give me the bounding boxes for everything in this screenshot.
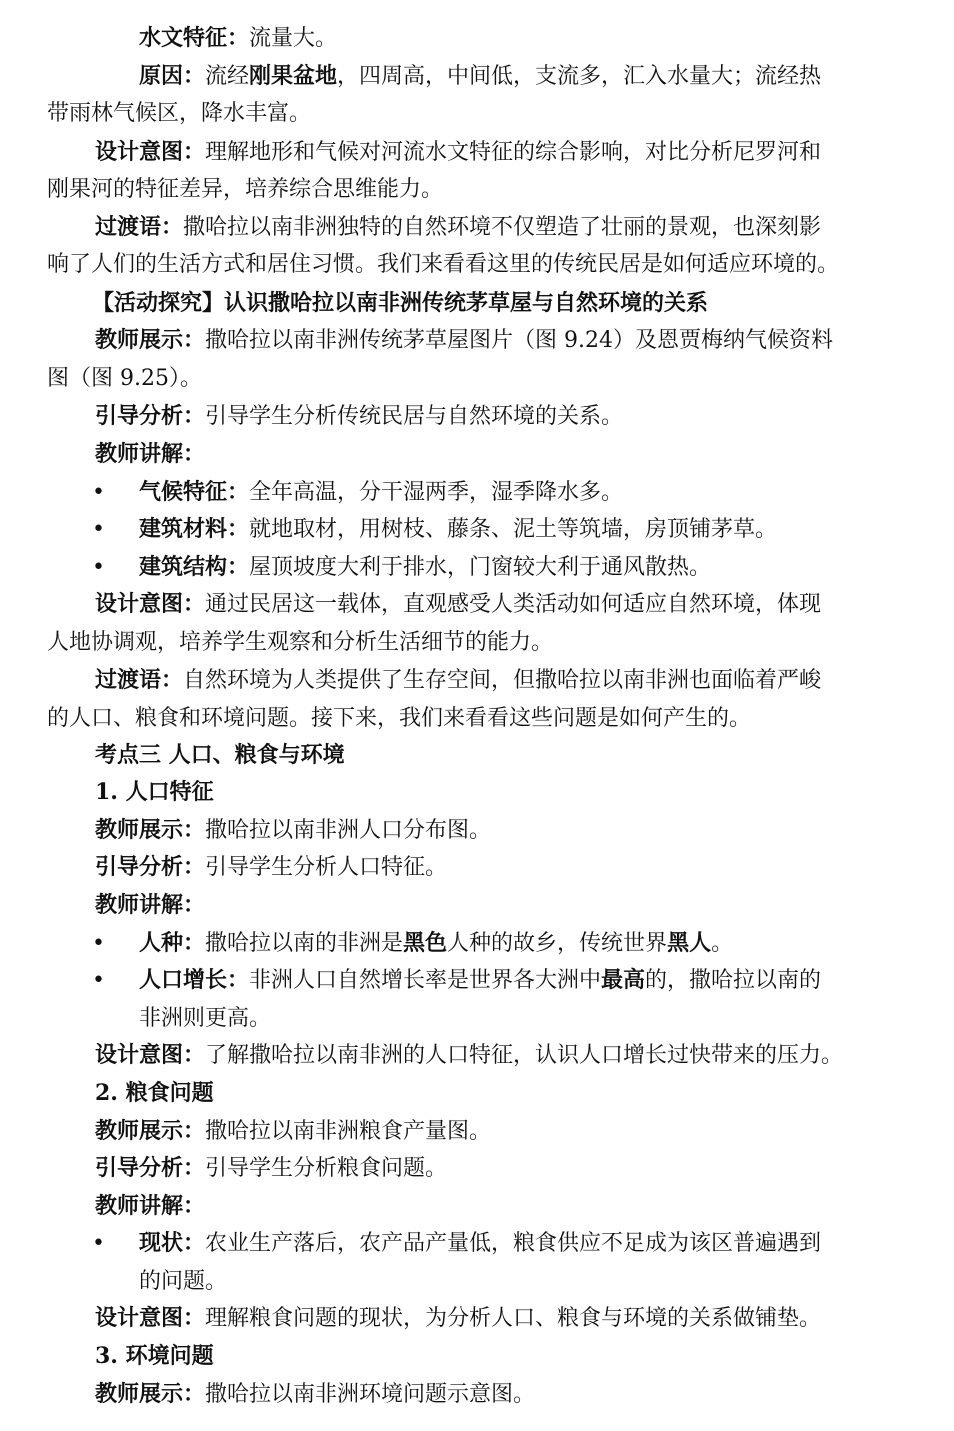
guide-analysis-line	[95, 398, 914, 435]
list-item-label: 气候特征：	[139, 479, 250, 505]
guide-analysis-text: 引导学生分析粮食问题。	[205, 1156, 448, 1181]
design-intent-line	[95, 1037, 914, 1074]
design-intent-line	[95, 586, 914, 623]
paragraph-text: 带雨林气候区，降水丰富。	[47, 101, 312, 126]
section-heading	[95, 737, 914, 774]
transition-line	[95, 662, 914, 699]
reason-label: 原因：	[139, 63, 206, 89]
hydrology-text: 流量大。	[249, 26, 338, 51]
reason-line	[139, 58, 914, 95]
teacher-explain-line	[95, 436, 914, 473]
list-item-bold: 黑人	[667, 930, 712, 956]
hydrology-line	[139, 20, 914, 57]
list-item-text: 全年高温，分干湿两季，湿季降水多。	[249, 480, 624, 505]
subsection-heading	[95, 774, 914, 811]
teacher-show-line	[95, 322, 914, 359]
teacher-show-text: 撒哈拉以南非洲粮食产量图。	[205, 1119, 492, 1144]
transition-label: 过渡语：	[95, 214, 184, 240]
transition-line	[95, 209, 914, 246]
paragraph-continuation	[47, 360, 914, 397]
paragraph-text: 响了人们的生活方式和居住习惯。我们来看看这里的传统民居是如何适应环境的。	[47, 252, 840, 277]
teacher-show-line	[95, 1113, 914, 1150]
activity-heading-text: 【活动探究】认识撒哈拉以南非洲传统茅草屋与自然环境的关系	[92, 290, 709, 316]
subsection-heading	[95, 1075, 914, 1112]
paragraph-continuation	[47, 246, 914, 283]
paragraph-continuation	[47, 700, 914, 737]
paragraph-continuation	[47, 95, 914, 132]
section-heading-text: 考点三 人口、粮食与环境	[95, 742, 345, 768]
list-item-post: 。	[711, 931, 734, 956]
guide-analysis-label: 引导分析：	[95, 1155, 206, 1181]
teacher-show-text: 撒哈拉以南非洲环境问题示意图。	[205, 1382, 536, 1407]
list-item-label: 建筑材料：	[139, 516, 250, 542]
teacher-show-label: 教师展示：	[95, 327, 206, 353]
teacher-explain-line	[95, 887, 914, 924]
list-item-post: 的，撒哈拉以南的	[645, 968, 822, 993]
transition-text: 撒哈拉以南非洲独特的自然环境不仅塑造了壮丽的景观，也深刻影	[183, 215, 822, 240]
list-item-label: 人口增长：	[139, 967, 250, 993]
paragraph-continuation	[47, 171, 914, 208]
bullet-icon: •	[92, 968, 105, 993]
design-intent-label: 设计意图：	[95, 1305, 206, 1331]
guide-analysis-line	[95, 1150, 914, 1187]
guide-analysis-label: 引导分析：	[95, 854, 206, 880]
teacher-explain-label: 教师讲解：	[95, 1193, 206, 1219]
list-item-continuation	[139, 1000, 914, 1037]
teacher-show-label: 教师展示：	[95, 817, 206, 843]
subsection-heading-text: 3. 环境问题	[95, 1343, 214, 1369]
list-item-text: 农业生产落后，农产品产量低，粮食供应不足成为该区普遍遇到	[205, 1231, 822, 1256]
list-item-pre: 撒哈拉以南的非洲是	[205, 931, 404, 956]
teacher-show-label: 教师展示：	[95, 1118, 206, 1144]
teacher-explain-label: 教师讲解：	[95, 892, 206, 918]
design-intent-line	[95, 1300, 914, 1337]
guide-analysis-text: 引导学生分析人口特征。	[205, 855, 448, 880]
list-item-post: 人种的故乡，传统世界	[447, 931, 668, 956]
list-item-label: 人种：	[139, 930, 206, 956]
paragraph-continuation	[47, 624, 914, 661]
bullet-icon: •	[92, 555, 105, 580]
list-item-bold: 最高	[601, 967, 646, 993]
reason-bold: 刚果盆地	[249, 63, 338, 89]
design-intent-text: 通过民居这一载体，直观感受人类活动如何适应自然环境，体现	[205, 592, 822, 617]
guide-analysis-label: 引导分析：	[95, 403, 206, 429]
bullet-icon: •	[92, 1231, 105, 1256]
guide-analysis-line	[95, 849, 914, 886]
list-item-text: 的问题。	[139, 1269, 228, 1294]
reason-pre: 流经	[205, 64, 250, 89]
design-intent-text: 了解撒哈拉以南非洲的人口特征，认识人口增长过快带来的压力。	[205, 1043, 844, 1068]
paragraph-text: 人地协调观，培养学生观察和分析生活细节的能力。	[47, 630, 554, 655]
list-item-text: 屋顶坡度大利于排水，门窗较大利于通风散热。	[249, 555, 712, 580]
design-intent-label: 设计意图：	[95, 1042, 206, 1068]
teacher-show-line	[95, 812, 914, 849]
design-intent-text: 理解粮食问题的现状，为分析人口、粮食与环境的关系做铺垫。	[205, 1306, 822, 1331]
bullet-icon: •	[92, 931, 105, 956]
list-item-label: 现状：	[139, 1230, 206, 1256]
transition-text: 自然环境为人类提供了生存空间，但撒哈拉以南非洲也面临着严峻	[183, 668, 822, 693]
list-item-text: 就地取材，用树枝、藤条、泥土等筑墙，房顶铺茅草。	[249, 517, 778, 542]
teacher-show-label: 教师展示：	[95, 1381, 206, 1407]
paragraph-text: 图（图 9.25）。	[47, 366, 202, 391]
teacher-show-text: 撒哈拉以南非洲人口分布图。	[205, 818, 492, 843]
bullet-icon: •	[92, 517, 105, 542]
teacher-explain-label: 教师讲解：	[95, 441, 206, 467]
design-intent-label: 设计意图：	[95, 591, 206, 617]
guide-analysis-text: 引导学生分析传统民居与自然环境的关系。	[205, 404, 624, 429]
teacher-explain-line	[95, 1188, 914, 1225]
reason-post: ，四周高，中间低，支流多，汇入水量大；流经热	[337, 64, 822, 89]
list-item-continuation	[139, 1263, 914, 1300]
design-intent-line	[95, 134, 914, 171]
hydrology-label: 水文特征：	[139, 25, 250, 51]
teacher-show-line	[95, 1376, 914, 1413]
list-item-text: 非洲则更高。	[139, 1006, 272, 1031]
design-intent-text: 理解地形和气候对河流水文特征的综合影响，对比分析尼罗河和	[205, 140, 822, 165]
bullet-icon: •	[92, 480, 105, 505]
subsection-heading	[95, 1338, 914, 1375]
transition-label: 过渡语：	[95, 667, 184, 693]
paragraph-text: 的人口、粮食和环境问题。接下来，我们来看看这些问题是如何产生的。	[47, 706, 752, 731]
paragraph-text: 刚果河的特征差异，培养综合思维能力。	[47, 177, 444, 202]
subsection-heading-text: 2. 粮食问题	[95, 1080, 214, 1106]
list-item-bold: 黑色	[403, 930, 448, 956]
list-item-pre: 非洲人口自然增长率是世界各大洲中	[249, 968, 602, 993]
design-intent-label: 设计意图：	[95, 139, 206, 165]
activity-heading	[92, 285, 914, 322]
teacher-show-text: 撒哈拉以南非洲传统茅草屋图片（图 9.24）及恩贾梅纳气候资料	[205, 328, 833, 353]
subsection-heading-text: 1. 人口特征	[95, 779, 214, 805]
list-item-label: 建筑结构：	[139, 554, 250, 580]
